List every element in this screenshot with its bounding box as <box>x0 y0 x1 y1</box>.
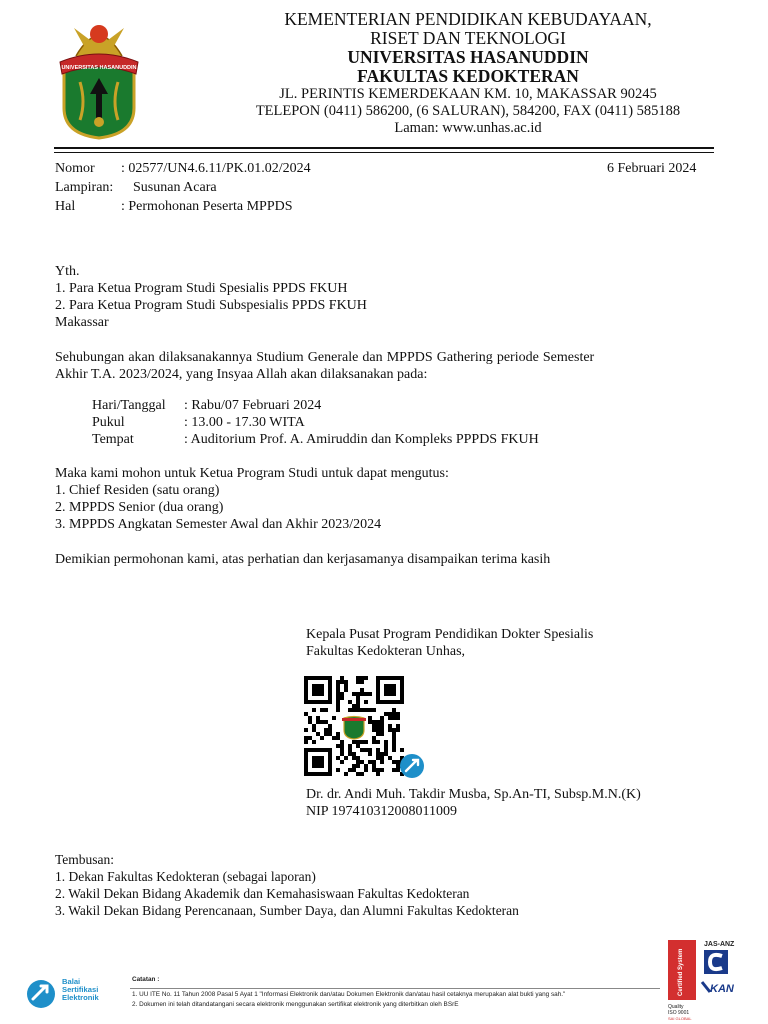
qr-code-signature <box>304 676 404 776</box>
bsre-text-line: Balai <box>62 977 81 986</box>
ministry-name: KEMENTERIAN PENDIDIKAN KEBUDAYAAN, <box>284 9 652 29</box>
cc-label: Tembusan: <box>55 852 115 867</box>
iso-label: ISO 9001 <box>668 1010 690 1016</box>
bsre-text-line: Sertifikasi <box>62 985 99 995</box>
nomor-value: : 02577/UN4.6.11/PK.01.02/2024 <box>121 161 311 176</box>
schedule-value: : 13.00 - 17.30 WITA <box>184 415 305 430</box>
bsre-icon <box>24 977 58 1011</box>
footer-note-label: Catatan : <box>132 976 160 983</box>
hal-value: : Permohonan Peserta MPPDS <box>121 199 293 214</box>
letterhead-rule-thick <box>54 147 714 149</box>
schedule-label: Hari/Tanggal <box>92 398 166 413</box>
schedule-label: Tempat <box>92 432 134 447</box>
footer-note: 1. UU ITE No. 11 Tahun 2008 Pasal 5 Ayat 1 "Informasi Elektronik dan/atau Dokumen Elektronik dan/atau hasil cetaknya merupakan alat bukti yang sah." <box>132 991 566 998</box>
address: JL. PERINTIS KEMERDEKAAN KM. 10, MAKASSAR 90245 <box>279 86 657 102</box>
letterhead <box>188 10 748 137</box>
certification-badges <box>664 940 760 1022</box>
signer-title: Kepala Pusat Program Pendidikan Dokter Spesialis <box>306 627 594 642</box>
cc-item: 2. Wakil Dekan Bidang Akademik dan Kemahasiswaan Fakultas Kedokteran <box>55 886 470 901</box>
jas-anz-label: JAS-ANZ <box>704 941 735 948</box>
lampiran-value: Susunan Acara <box>133 180 217 195</box>
request-item: 3. MPPDS Angkatan Semester Awal dan Akhir 2023/2024 <box>55 517 382 532</box>
schedule-value: : Rabu/07 Februari 2024 <box>184 398 322 413</box>
university-logo <box>56 16 142 140</box>
nomor-label: Nomor <box>55 161 95 176</box>
recipient-greeting: Yth. <box>55 264 80 279</box>
cc-item: 1. Dekan Fakultas Kedokteran (sebagai laporan) <box>55 869 316 884</box>
letterhead-rule-thin <box>54 152 714 153</box>
schedule-value: : Auditorium Prof. A. Amiruddin dan Kompleks PPPDS FKUH <box>184 432 539 447</box>
footer-divider <box>130 988 660 989</box>
recipient-city: Makassar <box>55 315 109 330</box>
signer-name: Dr. dr. Andi Muh. Takdir Musba, Sp.An-TI, Subsp.M.N.(K) <box>306 787 641 802</box>
logo-banner-text: UNIVERSITAS HASANUDDIN <box>61 65 137 71</box>
signer-nip: NIP 197410312008011009 <box>306 804 458 819</box>
certificate-seal-icon <box>398 752 426 780</box>
kan-label: KAN <box>710 983 734 995</box>
phone: TELEPON (0411) 586200, (6 SALURAN), 584200, FAX (0411) 585188 <box>255 103 681 119</box>
bsre-text-line: Elektronik <box>62 993 99 1003</box>
ministry-name-line2: RISET DAN TEKNOLOGI <box>370 28 566 48</box>
request-item: 2. MPPDS Senior (dua orang) <box>55 500 224 515</box>
sai-label: SAI GLOBAL <box>668 1016 692 1021</box>
cc-item: 3. Wakil Dekan Bidang Perencanaan, Sumber Daya, dan Alumni Fakultas Kedokteran <box>55 903 519 918</box>
faculty-name: FAKULTAS KEDOKTERAN <box>357 66 579 86</box>
lampiran-label: Lampiran: <box>55 180 114 195</box>
closing-paragraph: Demikian permohonan kami, atas perhatian dan kerjasamanya disampaikan terima kasih <box>55 552 551 567</box>
certified-system-label: Certified System <box>678 948 684 996</box>
intro-paragraph-line2: Akhir T.A. 2023/2024, yang Insyaa Allah akan dilaksanakan pada: <box>55 367 428 382</box>
request-item: 1. Chief Residen (satu orang) <box>55 483 220 498</box>
request-intro: Maka kami mohon untuk Ketua Program Studi untuk dapat mengutus: <box>55 466 449 481</box>
schedule-label: Pukul <box>92 415 125 430</box>
recipient-item: 1. Para Ketua Program Studi Spesialis PPDS FKUH <box>55 281 348 296</box>
quality-label: Quality <box>668 1004 684 1010</box>
intro-paragraph-line1: Sehubungan akan dilaksanakannya Studium Generale dan MPPDS Gathering periode Semester <box>55 350 595 365</box>
website: Laman: www.unhas.ac.id <box>394 120 542 136</box>
letter-date: 6 Februari 2024 <box>607 161 697 176</box>
university-name: UNIVERSITAS HASANUDDIN <box>347 47 589 67</box>
recipient-item: 2. Para Ketua Program Studi Subspesialis PPDS FKUH <box>55 298 367 313</box>
hal-label: Hal <box>55 199 76 214</box>
footer-note: 2. Dokumen ini telah ditandatangani secara elektronik menggunakan sertifikat elektronik yang diterbitkan oleh BSrE <box>132 1001 459 1008</box>
signer-title-line2: Fakultas Kedokteran Unhas, <box>306 644 466 659</box>
